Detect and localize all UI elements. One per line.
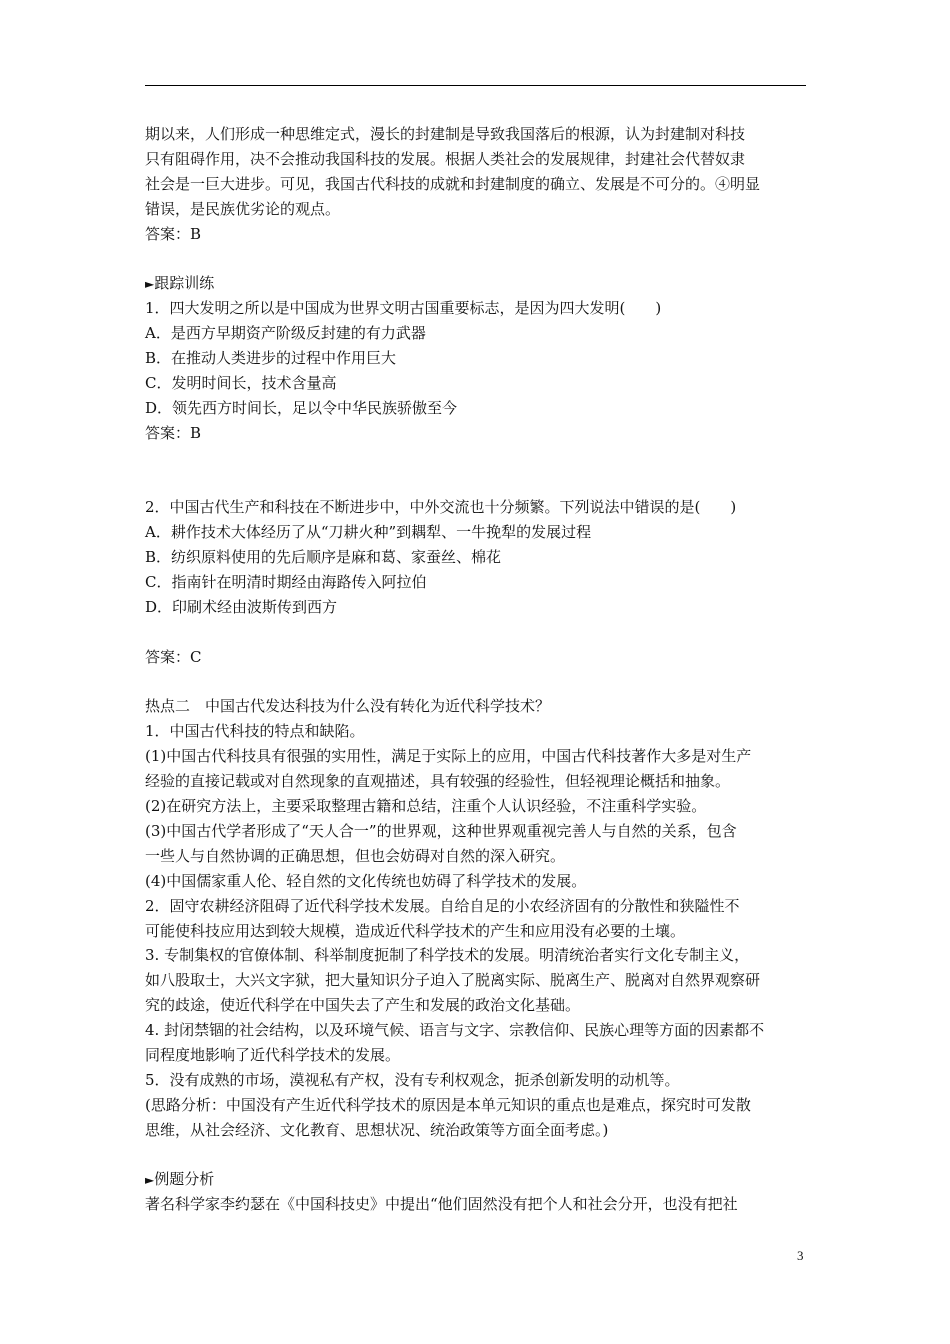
- hotspot-title: 热点二 中国古代发达科技为什么没有转化为近代科学技术？: [145, 697, 551, 716]
- question-answer: 答案：C: [145, 647, 202, 666]
- example-heading: [145, 1167, 810, 1192]
- hotspot-line: 究的歧途，使近代科学在中国失去了产生和发展的政治文化基础。: [145, 996, 581, 1015]
- question-answer: 答案：B: [145, 423, 202, 442]
- question-option: C．发明时间长，技术含量高: [145, 373, 337, 392]
- header-rule: [145, 85, 806, 86]
- intro-line: 社会是一巨大进步。可见，我国古代科技的成就和封建制度的确立、发展是不可分的。④明显: [145, 174, 761, 193]
- question-stem: 1．四大发明之所以是中国成为世界文明古国重要标志，是因为四大发明( ): [145, 299, 662, 318]
- tracking-heading: [145, 271, 810, 296]
- question-option: A．耕作技术大体经历了从“刀耕火种”到耦犁、一牛挽犁的发展过程: [145, 523, 592, 542]
- hotspot-line: 可能使科技应用达到较大规模，造成近代科学技术的产生和应用没有必要的土壤。: [145, 921, 686, 940]
- document-body: [145, 122, 810, 1217]
- example-title: 例题分析: [154, 1170, 215, 1189]
- tracking-title: 跟踪训练: [154, 274, 215, 293]
- hotspot-line: 同程度地影响了近代科学技术的发展。: [145, 1045, 401, 1064]
- hotspot-line: (3)中国古代学者形成了“天人合一”的世界观，这种世界观重视完善人与自然的关系，包含: [145, 821, 737, 840]
- triangle-marker-icon: ►: [145, 277, 155, 292]
- intro-line: 只有阻碍作用，决不会推动我国科技的发展。根据人类社会的发展规律，封建社会代替奴隶: [145, 149, 746, 168]
- question-2: [145, 495, 810, 669]
- question-option: A．是西方早期资产阶级反封建的有力武器: [145, 324, 426, 343]
- hotspot-line: (1)中国古代科技具有很强的实用性，满足于实际上的应用，中国古代科技著作大多是对生产: [145, 747, 752, 766]
- question-option: D．领先西方时间长，足以令中华民族骄傲至今: [145, 398, 458, 417]
- question-option: B．纺织原料使用的先后顺序是麻和葛、家蚕丝、棉花: [145, 548, 502, 567]
- question-option: D．印刷术经由波斯传到西方: [145, 597, 338, 616]
- question-stem: 2．中国古代生产和科技在不断进步中，中外交流也十分频繁。下列说法中错误的是( ): [145, 498, 737, 517]
- question-option: B．在推动人类进步的过程中作用巨大: [145, 349, 397, 368]
- example-section: [145, 1167, 810, 1217]
- hotspot-line: (2)在研究方法上，主要采取整理古籍和总结，注重个人认识经验，不注重科学实验。: [145, 797, 707, 816]
- hotspot-line: (4)中国儒家重人伦、轻自然的文化传统也妨碍了科学技术的发展。: [145, 871, 587, 890]
- triangle-marker-icon: ►: [145, 1173, 155, 1188]
- hotspot-line: 思维，从社会经济、文化教育、思想状况、统治政策等方面全面考虑。): [145, 1120, 609, 1139]
- hotspot-line: 经验的直接记载或对自然现象的直观描述，具有较强的经验性，但轻视理论概括和抽象。: [145, 772, 731, 791]
- hotspot-line: 如八股取士，大兴文字狱，把大量知识分子迫入了脱离实际、脱离生产、脱离对自然界观察研: [145, 971, 761, 990]
- hotspot-line: 3. 专制集权的官僚体制、科举制度扼制了科学技术的发展。明清统治者实行文化专制主义，: [145, 946, 750, 965]
- question-option: C．指南针在明清时期经由海路传入阿拉伯: [145, 573, 427, 592]
- hotspot-line: 5．没有成熟的市场，漠视私有产权，没有专利权观念，扼杀创新发明的动机等。: [145, 1070, 680, 1089]
- tracking-section: [145, 271, 810, 669]
- hotspot-line: 2．固守农耕经济阻碍了近代科学技术发展。自给自足的小农经济固有的分散性和狭隘性不: [145, 896, 740, 915]
- intro-line: 错误，是民族优劣论的观点。: [145, 199, 341, 218]
- hotspot-line: 一些人与自然协调的正确思想，但也会妨碍对自然的深入研究。: [145, 846, 566, 865]
- question-1: [145, 296, 810, 445]
- page-number: 3: [797, 1248, 804, 1263]
- intro-section: [145, 122, 810, 246]
- intro-line: 期以来，人们形成一种思维定式，漫长的封建制是导致我国落后的根源，认为封建制对科技: [145, 125, 746, 143]
- hotspot-line: 1．中国古代科技的特点和缺陷。: [145, 722, 365, 741]
- hotspot-line: 4. 封闭禁锢的社会结构，以及环境气候、语言与文字、宗教信仰、民族心理等方面的因素都不: [145, 1021, 765, 1040]
- example-line: 著名科学家李约瑟在《中国科技史》中提出“他们固然没有把个人和社会分开，也没有把社: [145, 1195, 738, 1214]
- hotspot-line: (思路分析：中国没有产生近代科学技术的原因是本单元知识的重点也是难点，探究时可发散: [145, 1095, 751, 1114]
- hotspot-section: [145, 694, 810, 1142]
- intro-answer: 答案：B: [145, 224, 202, 243]
